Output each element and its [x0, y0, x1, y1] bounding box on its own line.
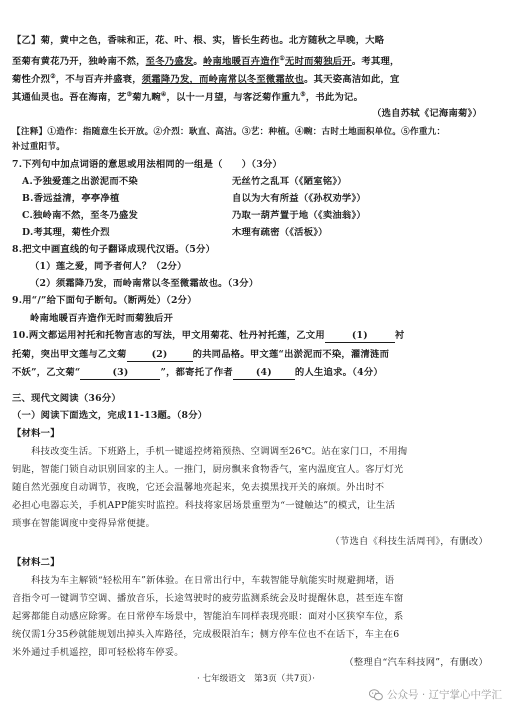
watermark-text: 公众号 · 辽宁掌心中学汇: [386, 689, 502, 701]
q8-sentence-2: （2）须霜降乃发，而岭南常以冬至微霜故也。（3分）: [30, 278, 259, 289]
text: 。其天姿高洁如此，宜: [304, 74, 400, 86]
text: 的共同品格。甲文莲“出淤泥而不染，濯清涟而: [192, 349, 390, 360]
page-footer: · 七年级语文 第3页（共7页）·: [197, 674, 315, 684]
material-1-title: 【材料一】: [12, 428, 60, 439]
text: 10.两文都运用衬托和托物言志的写法，甲文用菊花、牡丹衬托莲，乙文用: [12, 330, 325, 341]
material-1-line-5: 琐事在智能调度中变得异常便捷。: [12, 518, 156, 529]
text: 。: [193, 56, 203, 68]
notes-line-2: 补过重阳节。: [12, 142, 66, 152]
underlined-text: 岭南地暖百卉造作: [202, 56, 280, 68]
material-2-title: 【材料二】: [12, 557, 60, 568]
material-1-line-3: 随自然光强度自动调节，夜晚，它还会温馨地亮起来，免去摸黑找开关的麻烦。外出时不: [12, 482, 385, 493]
q10-line-1: [12, 329, 512, 343]
q9-stem: 9.用“/”给下面句子断句。（断两处）（2分）: [12, 295, 197, 306]
watermark: [369, 687, 502, 702]
material-2-line-5: 米外通过手机遥控，即可轻松将车停妥。: [12, 647, 184, 658]
yi-line-1: [12, 34, 512, 47]
section-3-title: 三、现代文阅读（36分）: [12, 393, 121, 404]
material-2-line-3: 起雾都能自动感应除雾。在日常停车场景中，智能泊车同样表现亮眼：面对小区狭窄车位，系: [12, 611, 404, 622]
q8-sentence-1: （1）莲之爱，同予者何人？（2分）: [30, 261, 187, 272]
q10-blank-1[interactable]: (1): [325, 329, 395, 343]
yi-line-2: 至菊有黄花乃开，独岭南不然，至冬乃盛发。岭南地暖百卉造作①无时而菊独后开。考其理，: [12, 55, 400, 68]
q8-stem: 8.把文中画直线的句子翻译成现代汉语。（5分）: [12, 244, 216, 255]
material-1-line-1: 科技改变生活。下班路上，手机一键遥控烤箱预热、空调调至26℃。站在家门口，不用掏: [12, 446, 408, 457]
text: 其通仙灵也。吾在海南，艺: [12, 92, 127, 104]
text: 菊性介烈: [12, 74, 51, 86]
material-2-line-4: 统仅需1分35秒就能规划出掉头入库路径，完成极限泊车；侧方停车位也不在话下，车主在6: [12, 629, 400, 640]
material-1-line-2: 钥匙，智能门锁自动识别回家的主人。一推门，厨房飘来食物香气，室内温度宜人。客厅灯光: [12, 464, 404, 475]
text: 至菊有黄花乃开，独岭南不然，: [12, 56, 146, 68]
material-2-source: （整理自“汽车科技网”，有删改）: [344, 657, 488, 668]
q9-sentence: 岭南地暖百卉造作无时而菊独后开: [30, 313, 174, 324]
q10-blank-2[interactable]: (2): [127, 348, 193, 362]
q7-option-d-left: D.考其理，菊性介烈: [22, 227, 110, 238]
q7-option-a-right: 无丝竹之乱耳（《陋室铭》）: [232, 176, 347, 187]
material-2-line-2: 音指令可一键调节空调、播放音乐，长途驾驶时的疲劳监测系统会及时提醒休息，甚至连车窗: [12, 593, 404, 604]
q7-option-a-left: A.予独爱莲之出淤泥而不染: [22, 176, 138, 187]
notes-line-1: 【注释】①造作：指随意生长开放。②介烈：耿直、高洁。③艺：种植。④畹：古时土地面积单位。⑤作重九：: [12, 127, 446, 137]
text: 。考其理，: [351, 56, 400, 68]
q7-option-c-left: C.独岭南不然，至冬乃盛发: [22, 210, 138, 221]
underlined-text: 无时而菊独后开: [285, 56, 352, 68]
q7-option-c-right: 乃取一葫芦置于地（《卖油翁》）: [232, 210, 366, 221]
text: ”，都寄托了作者: [160, 367, 233, 378]
text: 的人生追求。（4分）: [294, 367, 383, 378]
text: 不妖”，乙文菊“: [12, 367, 81, 378]
q7-option-d-right: 木理有疏密（《活板》）: [232, 227, 328, 238]
yi-source: （选自苏轼《记海南菊》）: [372, 108, 482, 119]
q7-option-b-left: B.香远益清，亭亭净植: [22, 193, 120, 204]
q10-line-3: [12, 366, 512, 380]
material-2-line-1: 科技为车主解锁“轻松用车”新体验。在日常出行中，车载智能导航能实时规避拥堵，语: [12, 575, 395, 586]
text: ，书此为记。: [305, 92, 364, 104]
underlined-text: 须霜降乃发，而岭南常以冬至微霜故也: [141, 74, 305, 86]
wechat-icon: [369, 689, 383, 701]
yi-line-4: 其通仙灵也。吾在海南，艺③菊九畹④，以十一月望，与客泛菊作重九⑤，书此为记。: [12, 91, 364, 104]
q7-option-b-right: 自以为大有所益（《孙权劝学》）: [232, 193, 366, 204]
material-1-line-4: 必担心电器忘关，手机APP能实时监控。科技将家居场景重塑为“一键触达”的模式，让生活: [12, 500, 396, 511]
text: ，不与百卉并盛衰，: [55, 74, 142, 86]
q10-blank-4[interactable]: (4): [233, 366, 295, 380]
text: 菊九畹: [132, 92, 161, 104]
text: 衬: [394, 330, 405, 341]
q10-line-2: [12, 348, 512, 362]
text: ，以十一月望，与客泛菊作重九: [166, 92, 301, 104]
underlined-text: 至冬乃盛发: [145, 56, 194, 68]
q7-stem: 7.下列句中加点词语的意思或用法相同的一组是（ ）（3分）: [12, 159, 283, 170]
yi-line-3: 菊性介烈②，不与百卉并盛衰，须霜降乃发，而岭南常以冬至微霜故也。其天姿高洁如此，宜: [12, 73, 400, 86]
q10-blank-3[interactable]: (3): [80, 366, 160, 380]
material-1-source: （节选自《科技生活周刊》，有删改）: [330, 536, 488, 547]
text: 【乙】菊，黄中之色，香味和正，花、叶、根、实，皆长生药也。北方随秋之早晚，大略: [12, 35, 385, 46]
text: 托菊，突出甲文莲与乙文菊: [12, 349, 127, 360]
section-3-subtitle: （一）阅读下面选文，完成11-13题。（8分）: [12, 410, 208, 421]
